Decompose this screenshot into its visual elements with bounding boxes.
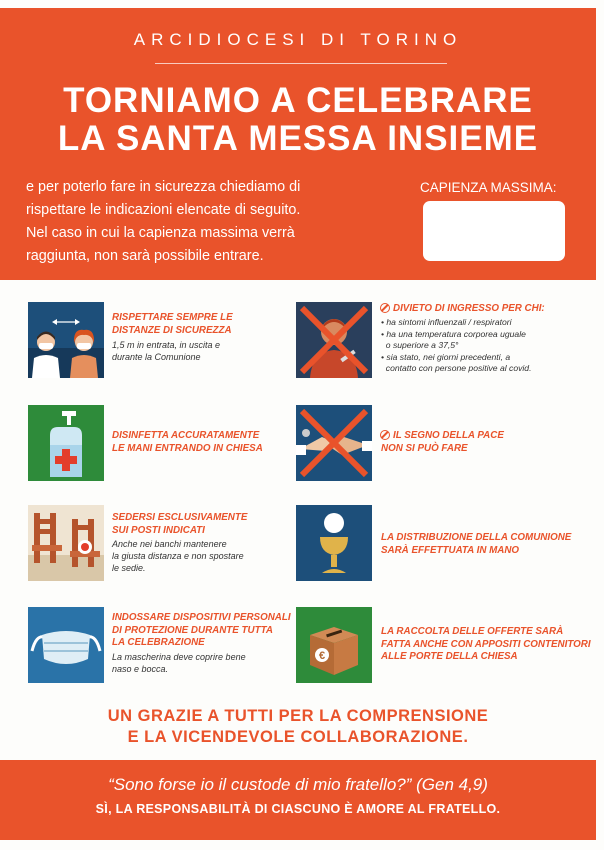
no-entry-item: contatto con persone positive al covid.: [381, 363, 532, 374]
intro-line-2: rispettare le indicazioni elencate di seguito.: [26, 202, 301, 218]
intro-line-4: raggiunta, non sarà possibile entrare.: [26, 248, 264, 264]
capacity-box: [423, 201, 565, 261]
no-entry-icon: [296, 302, 372, 378]
distance-icon: [28, 302, 104, 378]
footer-banner: [0, 760, 596, 840]
rule-sanitize-title: DISINFETTA ACCURATAMENTE LE MANI ENTRANDO IN CHIESA: [112, 430, 263, 454]
rule-mask-title: INDOSSARE DISPOSITIVI PERSONALI DI PROTEZIONE DURANTE TUTTA LA CELEBRAZIONE: [112, 612, 291, 648]
intro-text: [26, 176, 386, 268]
rule-no-entry-list: [381, 317, 531, 375]
intro-line-1: e per poterlo fare in sicurezza chiediamo di: [26, 179, 301, 195]
page-title: [0, 82, 596, 158]
rule-mask-note: La mascherina deve coprire bene naso e bocca.: [112, 652, 246, 674]
footer-motto: SÌ, LA RESPONSABILITÀ DI CIASCUNO È AMORE AL FRATELLO.: [95, 802, 501, 816]
title-line-2: LA SANTA MESSA INSIEME: [57, 119, 539, 158]
rule-offering-title: LA RACCOLTA DELLE OFFERTE SARÀ FATTA ANCHE CON APPOSITI CONTENITORI ALLE PORTE DELLA CHIESA: [381, 626, 591, 662]
no-entry-item: • ha sintomi influenzali / respiratori: [381, 317, 512, 327]
euro-symbol: €: [318, 650, 326, 662]
rule-distance-title: RISPETTARE SEMPRE LE DISTANZE DI SICUREZZA: [112, 312, 233, 336]
sanitizer-icon: [28, 405, 104, 481]
rule-peace-title-1: IL SEGNO DELLA PACE: [393, 430, 504, 441]
footer-quote: “Sono forse io il custode di mio fratello?” (Gen 4,9): [108, 775, 488, 794]
rule-distance-note: 1,5 m in entrata, in uscita e durante la Comunione: [112, 340, 221, 362]
chairs-icon: [28, 505, 104, 581]
thanks-message: UN GRAZIE A TUTTI PER LA COMPRENSIONE E LA VICENDEVOLE COLLABORAZIONE.: [107, 707, 489, 746]
rule-communion-title: LA DISTRIBUZIONE DELLA COMUNIONE SARÀ EFFETTUATA IN MANO: [381, 532, 572, 556]
prohibited-icon: [380, 430, 390, 440]
organization-name: ARCIDIOCESI DI TORINO: [133, 30, 463, 49]
title-line-1: TORNIAMO A CELEBRARE: [63, 81, 533, 120]
rule-no-entry-title: DIVIETO DI INGRESSO PER CHI:: [393, 303, 545, 314]
prohibited-icon: [380, 303, 390, 313]
capacity-label: CAPIENZA MASSIMA:: [420, 180, 557, 195]
no-entry-item: • sia stato, nei giorni precedenti, a: [381, 351, 511, 362]
mask-icon: [28, 607, 104, 683]
intro-line-3: Nel caso in cui la capienza massima verrà: [26, 225, 295, 241]
offering-box-icon: [296, 607, 372, 683]
rule-seats-note: Anche nei banchi mantenere la giusta distanza e non spostare le sedie.: [112, 539, 244, 573]
rule-seats-title: SEDERSI ESCLUSIVAMENTE SUI POSTI INDICATI: [112, 512, 248, 536]
no-entry-item: o superiore a 37,5°: [381, 340, 459, 351]
no-entry-item: • ha una temperatura corporea uguale: [381, 328, 526, 339]
rule-peace-title-2: NON SI PUÒ FARE: [381, 443, 468, 454]
handshake-icon: [296, 405, 372, 481]
chalice-icon: [296, 505, 372, 581]
header-divider: [155, 63, 447, 64]
